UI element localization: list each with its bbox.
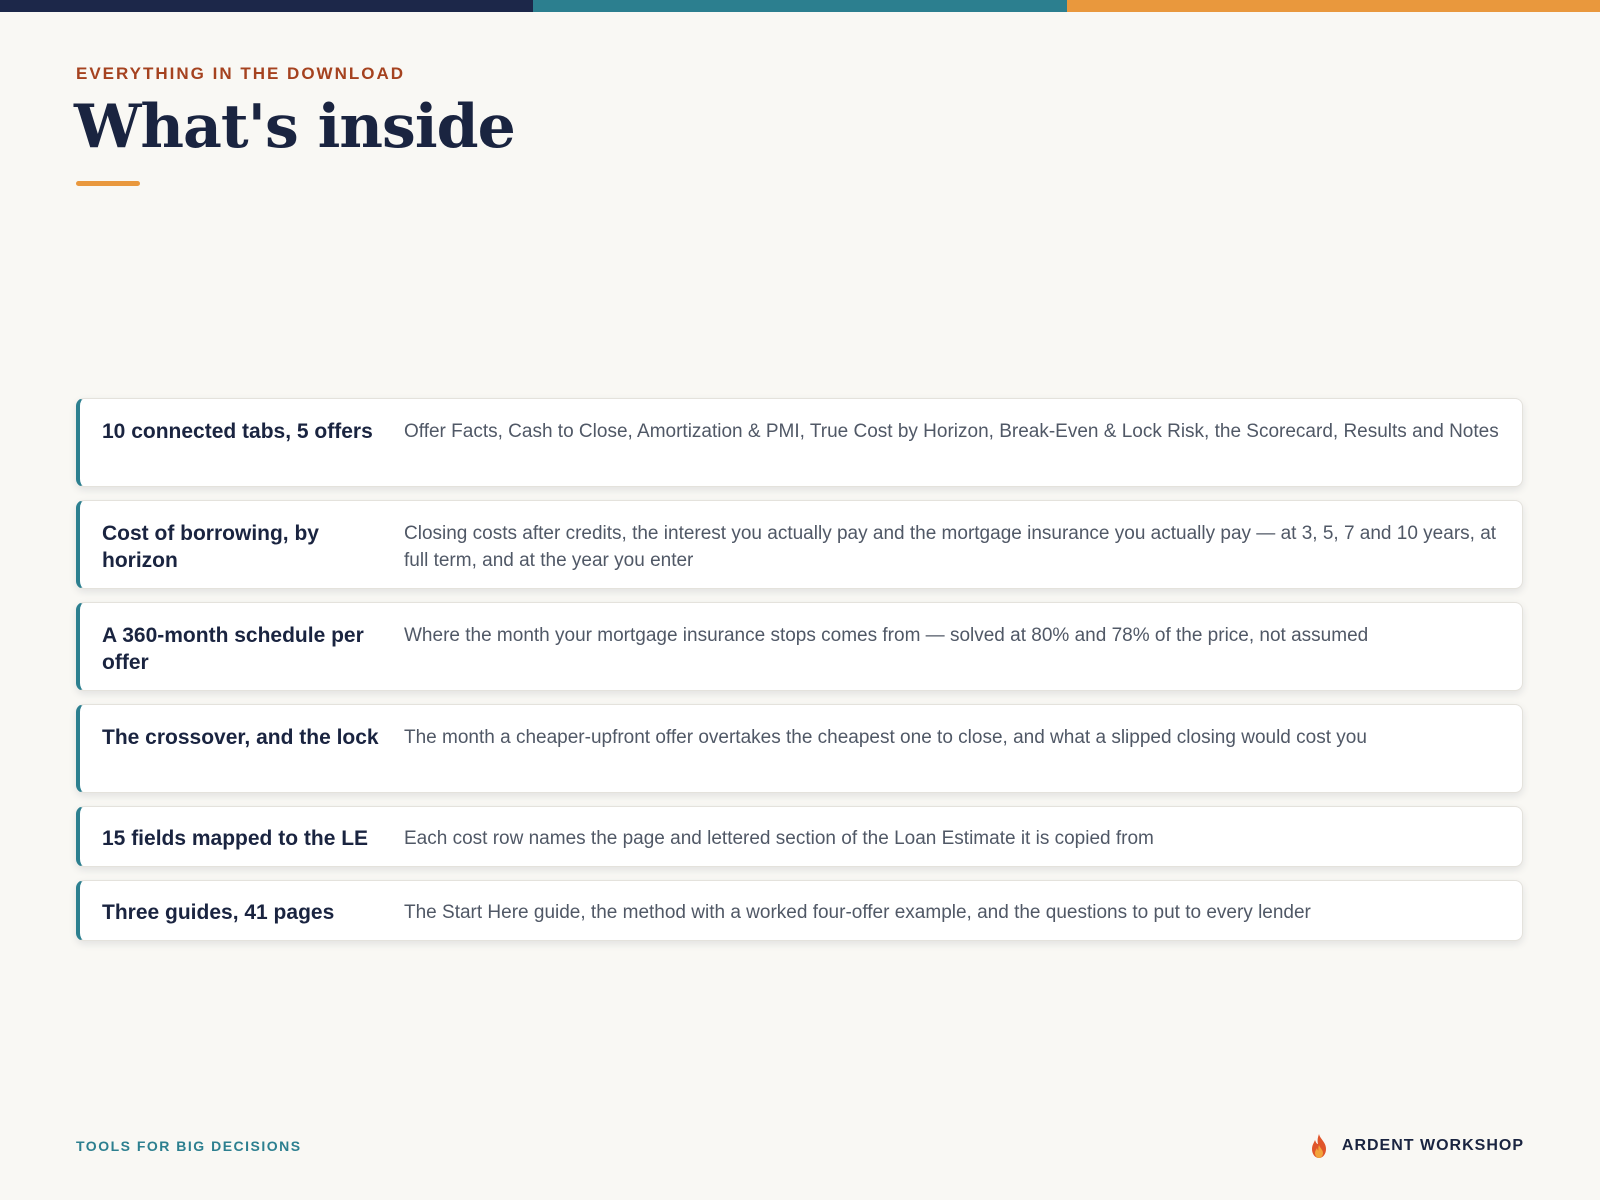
item-description: Each cost row names the page and lettered section of the Loan Estimate it is copied from (404, 828, 1154, 849)
item-label: 10 connected tabs, 5 offers (102, 420, 373, 443)
list-item (76, 880, 1523, 941)
item-description: The month a cheaper-upfront offer overtakes the cheapest one to close, and what a slipped closing would cost you (404, 727, 1367, 748)
list-item (76, 500, 1523, 589)
top-color-bar (0, 0, 1600, 12)
item-label: Three guides, 41 pages (102, 901, 335, 924)
section-eyebrow: EVERYTHING IN THE DOWNLOAD (76, 64, 406, 83)
item-description: Offer Facts, Cash to Close, Amortization & PMI, True Cost by Horizon, Break-Even & Lock Risk, the Scorecard, Results and Notes (404, 421, 1499, 442)
item-description: Where the month your mortgage insurance stops comes from — solved at 80% and 78% of the price, not assumed (404, 625, 1369, 646)
list-item (76, 704, 1523, 793)
contents-list (76, 398, 1523, 954)
list-item (76, 602, 1523, 691)
item-label: A 360-month schedule per offer (102, 624, 364, 674)
item-description: Closing costs after credits, the interest you actually pay and the mortgage insurance you actually pay — at 3, 5, 7 and 10 years, at full term, and at the year you enter (404, 523, 1497, 571)
item-description: The Start Here guide, the method with a worked four-offer example, and the questions to put to every lender (404, 902, 1311, 923)
item-label: The crossover, and the lock (102, 726, 379, 749)
flame-icon (1308, 1133, 1330, 1159)
item-label: Cost of borrowing, by horizon (102, 522, 319, 572)
top-bar-teal-segment (533, 0, 1066, 12)
item-label: 15 fields mapped to the LE (102, 827, 369, 850)
page-title: What's inside (74, 92, 515, 162)
top-bar-orange-segment (1067, 0, 1600, 12)
list-item (76, 806, 1523, 867)
brand-name: ARDENT WORKSHOP (1341, 1137, 1524, 1154)
brand-mark (1308, 1133, 1524, 1159)
list-item (76, 398, 1523, 487)
footer-tagline: TOOLS FOR BIG DECISIONS (76, 1138, 302, 1154)
title-underline (76, 181, 140, 186)
top-bar-navy-segment (0, 0, 533, 12)
